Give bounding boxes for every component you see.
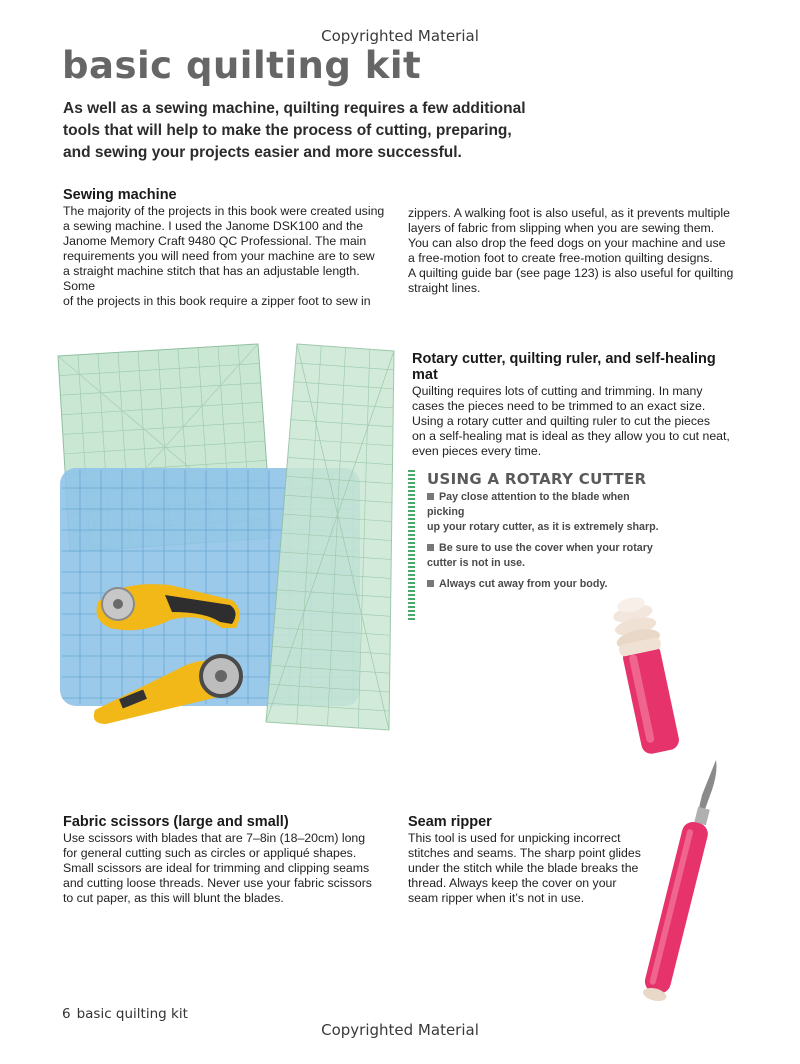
text-line: for general cutting such as circles or appliqué shapes. — [63, 846, 357, 860]
tip-list — [427, 490, 667, 598]
text-line: to cut paper, as this will blunt the blades. — [63, 891, 284, 905]
text-line: The majority of the projects in this book were created using — [63, 204, 385, 218]
rotary-heading: Rotary cutter, quilting ruler, and self-healing mat — [412, 351, 716, 383]
text-line: Janome Memory Craft 9480 QC Professional. The main — [63, 234, 367, 248]
seam-ripper-section — [408, 814, 668, 906]
tip-item — [427, 577, 667, 592]
text-line: stitches and seams. The sharp point glides — [408, 846, 641, 860]
watermark-top: Copyrighted Material — [321, 27, 479, 45]
rotary-cutter-tip-box — [408, 470, 668, 620]
tip-item-text: cutter is not in use. — [427, 557, 525, 569]
text-line: A quilting guide bar (see page 123) is also useful for quilting — [408, 266, 734, 280]
tip-item-text: Pay close attention to the blade when picking — [427, 491, 630, 518]
tip-item — [427, 541, 667, 571]
scissors-section — [63, 814, 393, 906]
page-footer — [62, 1006, 188, 1022]
text-line: seam ripper when it’s not in use. — [408, 891, 585, 905]
text-line: Use scissors with blades that are 7–8in (18–20cm) long — [63, 831, 366, 845]
tip-title: USING A ROTARY CUTTER — [427, 470, 647, 488]
square-bullet-icon — [427, 580, 434, 587]
text-line: Quilting requires lots of cutting and trimming. In many — [412, 384, 703, 398]
square-bullet-icon — [427, 493, 434, 500]
tip-item — [427, 490, 667, 535]
text-line: even pieces every time. — [412, 444, 542, 458]
text-line: on a self-healing mat is ideal as they allow you to cut neat, — [412, 429, 730, 443]
seam-ripper-heading: Seam ripper — [408, 814, 492, 830]
page-title: basic quilting kit — [62, 44, 422, 87]
watermark-bottom: Copyrighted Material — [321, 1021, 479, 1039]
rotary-section — [412, 351, 742, 459]
text-line: requirements you will need from your machine are to sew — [63, 249, 375, 263]
long-ruler — [266, 344, 394, 730]
seam-ripper-text — [408, 831, 668, 906]
text-line: a free-motion foot to create free-motion quilting designs. — [408, 251, 713, 265]
tip-item-text: Be sure to use the cover when your rotary — [439, 542, 653, 554]
text-line: of the projects in this book require a zipper foot to sew in — [63, 294, 371, 308]
text-line: layers of fabric from slipping when you are sewing them. — [408, 221, 715, 235]
text-line: a sewing machine. I used the Janome DSK100 and the — [63, 219, 364, 233]
text-line: This tool is used for unpicking incorrect — [408, 831, 621, 845]
tip-item-text: up your rotary cutter, as it is extremely sharp. — [427, 521, 659, 533]
text-line: Using a rotary cutter and quilting ruler to cut the pieces — [412, 414, 711, 428]
text-line: straight lines. — [408, 281, 481, 295]
text-line: zippers. A walking foot is also useful, as it prevents multiple — [408, 206, 730, 220]
text-line: a straight machine stitch that has an adjustable length. Some — [63, 264, 360, 293]
intro-paragraph: As well as a sewing machine, quilting requires a few additional tools that will help to make the process of cutting, preparing, and sewing your projects easier and more successful. — [63, 100, 526, 161]
text-line: under the stitch while the blade breaks the — [408, 861, 639, 875]
square-bullet-icon — [427, 544, 434, 551]
text-line: and cutting loose threads. Never use your fabric scissors — [63, 876, 372, 890]
sewing-machine-heading: Sewing machine — [63, 187, 177, 203]
text-line: Small scissors are ideal for trimming and clipping seams — [63, 861, 370, 875]
scissors-heading: Fabric scissors (large and small) — [63, 814, 289, 830]
text-line: You can also drop the feed dogs on your machine and use — [408, 236, 726, 250]
text-line: cases the pieces need to be trimmed to an exact size. — [412, 399, 706, 413]
scissors-text — [63, 831, 393, 906]
footer-section-title: basic quilting kit — [76, 1006, 188, 1022]
page-number: 6 — [62, 1006, 71, 1022]
rotary-text — [412, 384, 742, 459]
tip-bar-decoration — [408, 470, 415, 620]
text-line: thread. Always keep the cover on your — [408, 876, 617, 890]
tip-item-text: Always cut away from your body. — [439, 578, 608, 590]
